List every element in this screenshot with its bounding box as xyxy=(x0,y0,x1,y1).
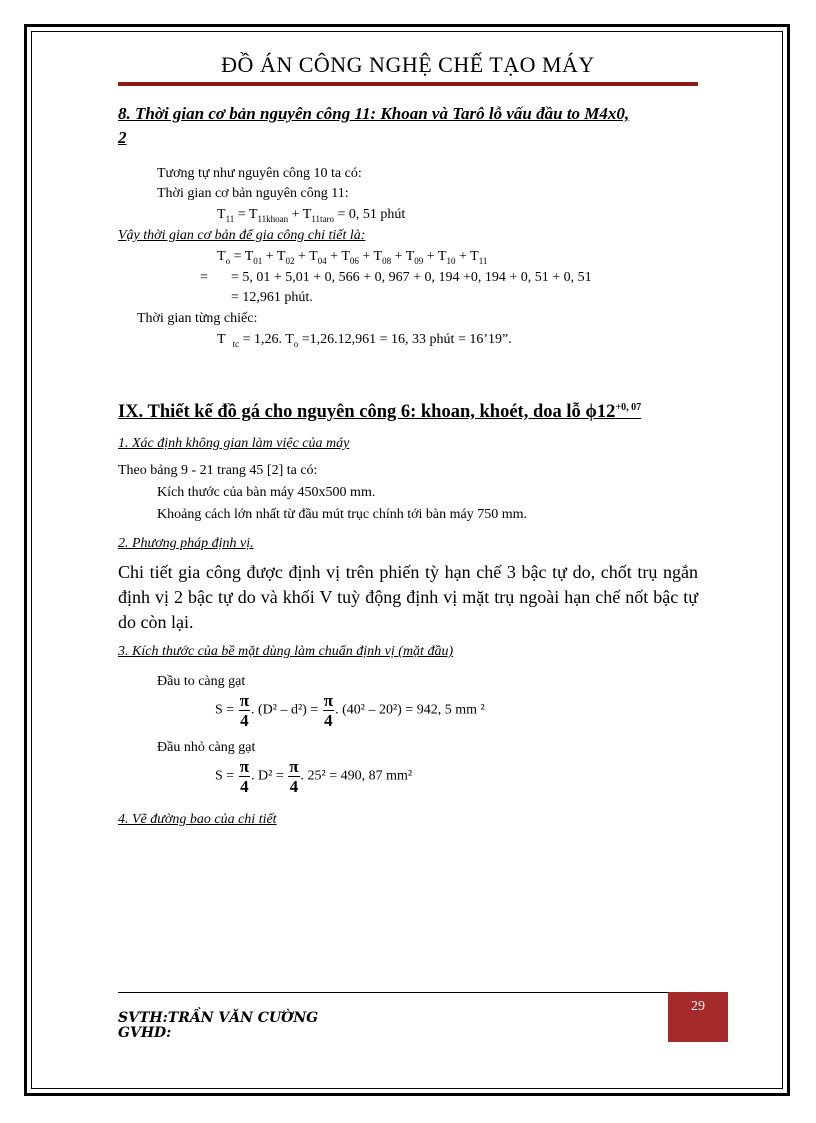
header-rule xyxy=(118,82,698,86)
sum-term-operator: + T xyxy=(358,249,383,264)
section8-sum-formula: $T_o = T_{01} + T_{02} + T_{04} + T_{06} + T_{08} + T_{09} + T_{10} + T_{11}$ xyxy=(217,249,488,266)
section9-sub1-line3: Khoảng cách lớn nhất từ đầu mút trục chính tới bàn máy 750 mm. xyxy=(157,507,527,522)
footer-student: SVTH:TRẦN VĂN CƯỜNG xyxy=(118,1010,319,1026)
small-end-label: Đầu nhỏ càng gạt xyxy=(157,740,256,755)
sum-term-subscript: 02 xyxy=(285,255,295,266)
sum-term-subscript: 11 xyxy=(478,255,488,266)
sum-term-operator: + T xyxy=(455,249,479,264)
sum-term-subscript: 10 xyxy=(446,255,456,266)
fraction-pi-over-4: $\frac{\pi}{4}$ xyxy=(239,757,250,796)
section8-piece-time-label: Thời gian từng chiếc: xyxy=(137,311,258,326)
footer-instructor: GVHD: xyxy=(118,1025,172,1041)
page-number-box xyxy=(668,992,728,1042)
section8-line1: Tương tự như nguyên công 10 ta có: xyxy=(157,166,362,181)
sum-term-operator: + T xyxy=(326,249,350,264)
section8-formula-t11: $T_{11} = T_{11khoan} + T_{11taro} = 0$, 51 phút xyxy=(217,207,406,224)
section9-sub2: 2. Phương pháp định vị. xyxy=(118,536,254,551)
sum-term-subscript: 09 xyxy=(414,255,424,266)
section8-summary-heading: Vậy thời gian cơ bản để gia công chi tiết là: xyxy=(118,228,366,243)
fraction-pi-over-4: $\frac{\pi}{4}$ xyxy=(239,691,250,730)
sum-term-subscript: 08 xyxy=(382,255,392,266)
sum-term-operator: + T xyxy=(294,249,318,264)
section8-title-line2: 2 xyxy=(118,128,127,147)
section8-eq-sign: = xyxy=(200,270,208,285)
section9-title: IX. Thiết kế đồ gá cho nguyên công 6: khoan, khoét, doa lỗ $\phi 12^{+0, 07}$ xyxy=(118,402,642,423)
section9-sub4: 4. Vẽ đường bao của chi tiết xyxy=(118,812,277,827)
sum-term-operator: + T xyxy=(391,249,415,264)
section9-sub1-line1: Theo bảng 9 - 21 trang 45 [2] ta có: xyxy=(118,463,318,478)
big-end-label: Đầu to càng gạt xyxy=(157,674,246,689)
section9-sub1: 1. Xác định không gian làm việc của máy xyxy=(118,436,350,451)
formula-small-end: S = $\frac{\pi}{4}$ . D² = $\frac{\pi}{4}$ . 25² = 490, 87 mm² xyxy=(215,757,413,796)
sum-term-subscript: 06 xyxy=(349,255,359,266)
section8-values-line: = 5, 01 + 5,01 + 0, 566 + 0, 967 + 0, 194 +0, 194 + 0, 51 + 0, 51 xyxy=(231,270,592,285)
sum-term-operator: + T xyxy=(423,249,447,264)
formula-big-end: S = $\frac{\pi}{4}$ . (D² – d²) = $\frac{\pi}{4}$ . (40² – 20²) = 942, 5 mm ² xyxy=(215,691,485,730)
page-number: 29 xyxy=(691,999,705,1014)
section8-title-line1: 8. Thời gian cơ bản nguyên công 11: Khoan và Tarô lỗ vấu đầu to M4x0, xyxy=(118,104,630,123)
section8-result-line: = 12,961 phút. xyxy=(231,290,313,305)
header-title: ĐỒ ÁN CÔNG NGHỆ CHẾ TẠO MÁY xyxy=(221,52,595,77)
section9-sub1-line2: Kích thước của bàn máy 450x500 mm. xyxy=(157,485,376,500)
fraction-pi-over-4: $\frac{\pi}{4}$ xyxy=(289,757,299,796)
sum-term-subscript: 01 xyxy=(253,255,263,266)
footer-rule xyxy=(118,992,668,993)
section9-sub2-paragraph: Chi tiết gia công được định vị trên phiến tỳ hạn chế 3 bậc tự do, chốt trụ ngắn định vị 2 bậc tự do và khối V tuỳ động định vị mặt trụ ngoài hạn chế nốt bậc tự do còn lại. xyxy=(118,562,698,632)
sum-term-operator: + T xyxy=(262,249,286,264)
section8-line2: Thời gian cơ bản nguyên công 11: xyxy=(157,186,349,201)
sum-term-subscript: 04 xyxy=(317,255,327,266)
fraction-pi-over-4: $\frac{\pi}{4}$ xyxy=(323,691,334,730)
section8-piece-time-formula: T $_{tc}$ = 1,26. $T_o =1,26.12,961 = 16$, 33 phút = 16’19”. xyxy=(217,332,512,349)
section9-sub3: 3. Kích thước của bề mặt dùng làm chuẩn định vị (mặt đầu) xyxy=(118,644,454,659)
